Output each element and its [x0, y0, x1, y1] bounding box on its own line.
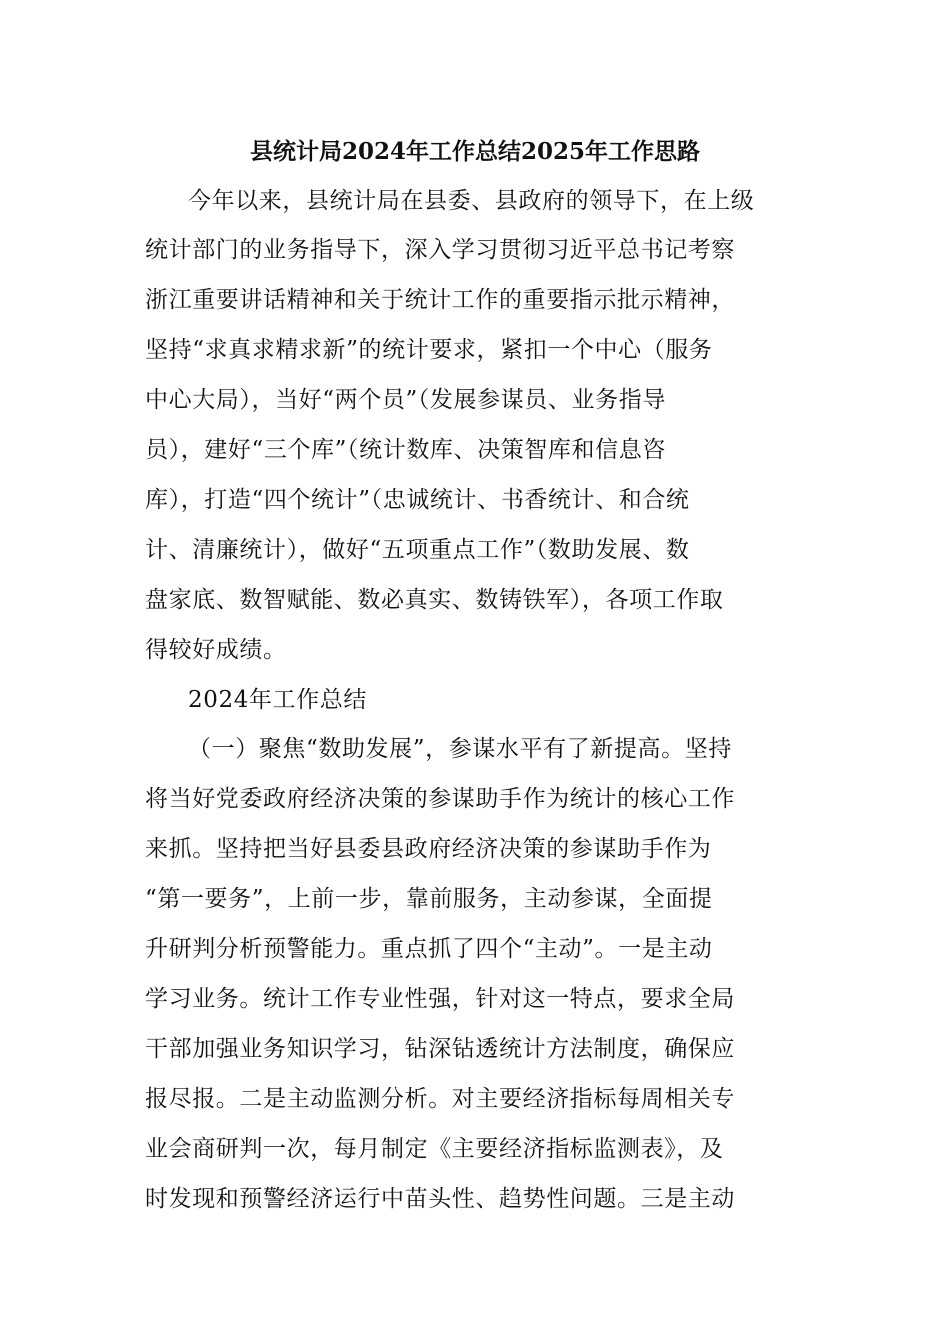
section1-line: （一）聚焦“数助发展”，参谋水平有了新提高。坚持	[188, 736, 732, 762]
section1-line: 业会商研判一次，每月制定《主要经济指标监测表》，及	[145, 1136, 724, 1162]
intro-line: 浙江重要讲话精神和关于统计工作的重要指示批示精神，	[145, 287, 735, 313]
intro-line: 得较好成绩。	[145, 637, 287, 663]
intro-line: 中心大局），当好“两个员”（发展参谋员、业务指导	[145, 387, 666, 413]
section1-line: 学习业务。统计工作专业性强，针对这一特点，要求全局	[145, 986, 735, 1012]
section1-line: “第一要务”，上前一步，靠前服务，主动参谋，全面提	[145, 886, 713, 912]
intro-line: 计、清廉统计），做好“五项重点工作”（数助发展、数	[145, 537, 690, 563]
intro-line: 今年以来，县统计局在县委、县政府的领导下，在上级	[188, 188, 755, 214]
section1-line: 来抓。坚持把当好县委县政府经济决策的参谋助手作为	[145, 836, 712, 862]
section1-line: 干部加强业务知识学习，钻深钻透统计方法制度，确保应	[145, 1036, 735, 1062]
intro-line: 员），建好“三个库”（统计数库、决策智库和信息咨	[145, 437, 666, 463]
intro-line: 统计部门的业务指导下，深入学习贯彻习近平总书记考察	[145, 237, 735, 263]
section1-line: 报尽报。二是主动监测分析。对主要经济指标每周相关专	[145, 1086, 735, 1112]
intro-line: 盘家底、数智赋能、数必真实、数铸铁军），各项工作取	[145, 587, 724, 613]
section-heading: 2024年工作总结	[188, 687, 367, 713]
intro-line: 坚持“求真求精求新”的统计要求，紧扣一个中心（服务	[145, 337, 713, 363]
section1-line: 时发现和预警经济运行中苗头性、趋势性问题。三是主动	[145, 1186, 735, 1212]
intro-line: 库），打造“四个统计”（忠诚统计、书香统计、和合统	[145, 487, 690, 513]
section1-line: 升研判分析预警能力。重点抓了四个“主动”。一是主动	[145, 936, 713, 962]
section1-line: 将当好党委政府经济决策的参谋助手作为统计的核心工作	[145, 786, 735, 812]
document-title: 县统计局2024年工作总结2025年工作思路	[249, 138, 701, 165]
